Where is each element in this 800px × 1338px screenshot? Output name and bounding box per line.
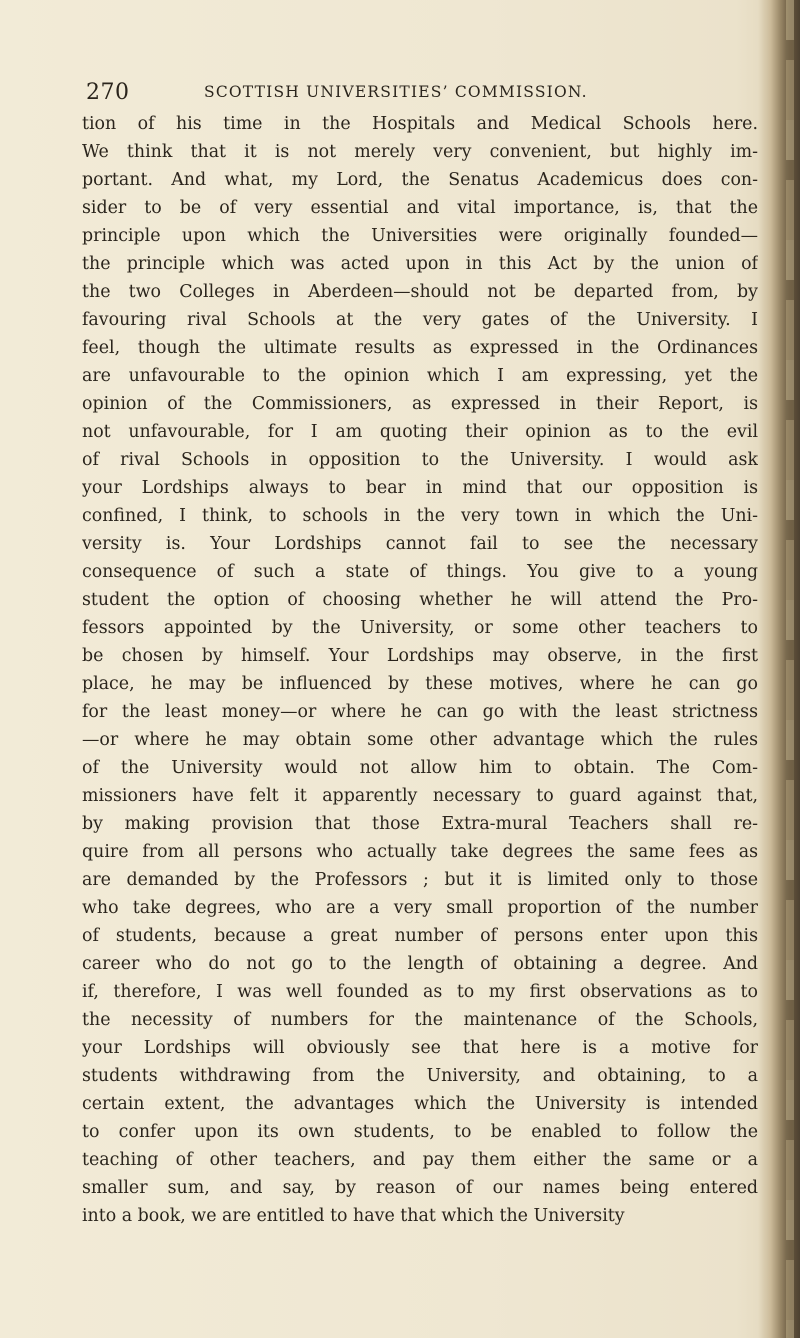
- text-line: versity is. Your Lordships cannot fail to see the necessary: [82, 534, 758, 554]
- text-line: quire from all persons who actually take degrees the same fees as: [82, 842, 758, 862]
- text-line: the two Colleges in Aberdeen—should not be departed from, by: [82, 282, 758, 302]
- running-header: [86, 80, 766, 114]
- text-line: smaller sum, and say, by reason of our names being entered: [82, 1178, 758, 1198]
- text-line: if, therefore, I was well founded as to my first observations as to: [82, 982, 758, 1002]
- book-binding-edge: [758, 0, 800, 1338]
- text-line: of students, because a great number of persons enter upon this: [82, 926, 758, 946]
- text-line: the principle which was acted upon in this Act by the union of: [82, 254, 758, 274]
- text-line: missioners have felt it apparently necessary to guard against that,: [82, 786, 758, 806]
- text-line: students withdrawing from the University, and obtaining, to a: [82, 1066, 758, 1086]
- text-line: career who do not go to the length of obtaining a degree. And: [82, 954, 758, 974]
- text-line: are unfavourable to the opinion which I am expressing, yet the: [82, 366, 758, 386]
- text-line: of rival Schools in opposition to the University. I would ask: [82, 450, 758, 470]
- text-line: principle upon which the Universities were originally founded—: [82, 226, 758, 246]
- text-line: are demanded by the Professors ; but it is limited only to those: [82, 870, 758, 890]
- text-line: your Lordships will obviously see that here is a motive for: [82, 1038, 758, 1058]
- text-line: opinion of the Commissioners, as expressed in their Report, is: [82, 394, 758, 414]
- page-number: 270: [86, 80, 130, 105]
- text-line: be chosen by himself. Your Lordships may observe, in the first: [82, 646, 758, 666]
- body-paragraph: [82, 110, 758, 1230]
- text-line: the necessity of numbers for the maintenance of the Schools,: [82, 1010, 758, 1030]
- text-line: student the option of choosing whether he will attend the Pro-: [82, 590, 758, 610]
- text-line: to confer upon its own students, to be enabled to follow the: [82, 1122, 758, 1142]
- text-line: who take degrees, who are a very small proportion of the number: [82, 898, 758, 918]
- text-line: favouring rival Schools at the very gates of the University. I: [82, 310, 758, 330]
- text-line: by making provision that those Extra-mural Teachers shall re-: [82, 814, 758, 834]
- text-line: for the least money—or where he can go with the least strictness: [82, 702, 758, 722]
- text-line: confined, I think, to schools in the very town in which the Uni-: [82, 506, 758, 526]
- text-line: fessors appointed by the University, or some other teachers to: [82, 618, 758, 638]
- running-title: SCOTTISH UNIVERSITIES’ COMMISSION.: [204, 83, 588, 101]
- text-line: not unfavourable, for I am quoting their opinion as to the evil: [82, 422, 758, 442]
- text-line: sider to be of very essential and vital importance, is, that the: [82, 198, 758, 218]
- text-line: portant. And what, my Lord, the Senatus Academicus does con-: [82, 170, 758, 190]
- text-line: —or where he may obtain some other advantage which the rules: [82, 730, 758, 750]
- text-line: place, he may be influenced by these motives, where he can go: [82, 674, 758, 694]
- text-line: certain extent, the advantages which the University is intended: [82, 1094, 758, 1114]
- text-line: feel, though the ultimate results as expressed in the Ordinances: [82, 338, 758, 358]
- text-line: consequence of such a state of things. You give to a young: [82, 562, 758, 582]
- text-line: teaching of other teachers, and pay them either the same or a: [82, 1150, 758, 1170]
- text-line: tion of his time in the Hospitals and Medical Schools here.: [82, 114, 758, 134]
- text-line: your Lordships always to bear in mind that our opposition is: [82, 478, 758, 498]
- text-line: We think that it is not merely very convenient, but highly im-: [82, 142, 758, 162]
- text-line: into a book, we are entitled to have that which the University: [82, 1206, 625, 1226]
- text-line: of the University would not allow him to obtain. The Com-: [82, 758, 758, 778]
